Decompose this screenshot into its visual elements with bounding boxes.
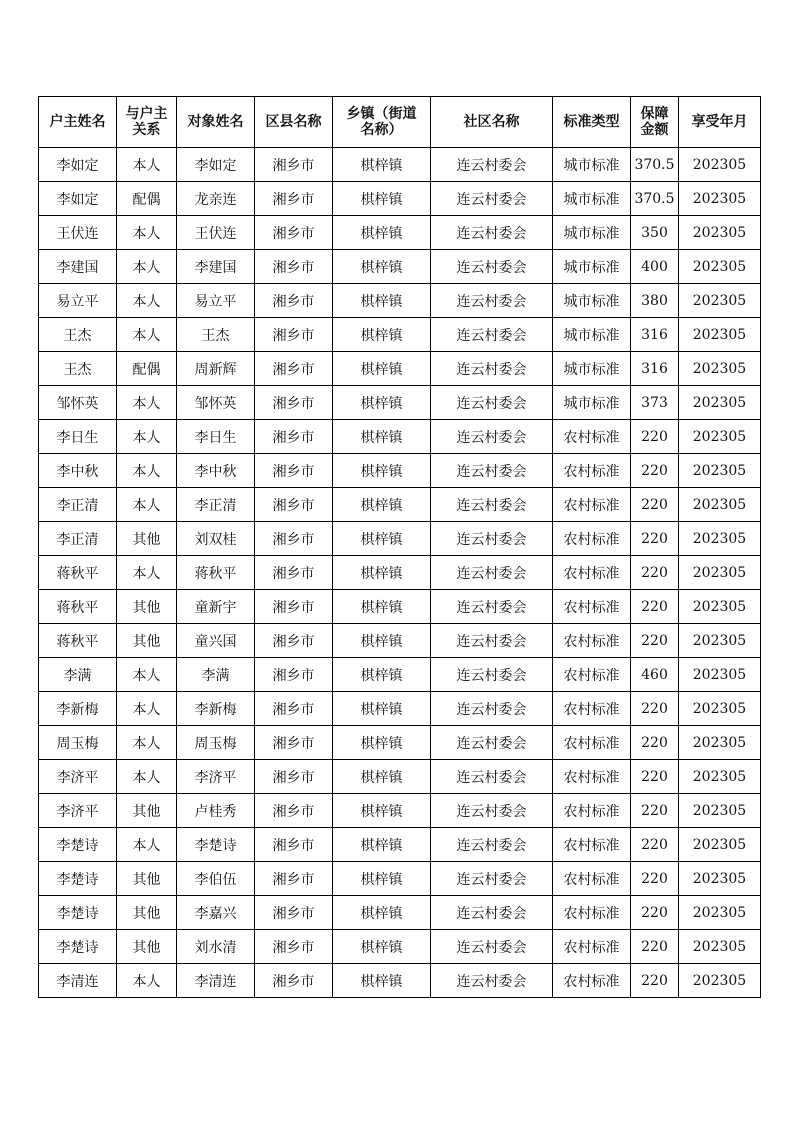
cell-standard-type: 农村标准 <box>553 964 631 998</box>
cell-benefit-month: 202305 <box>679 352 761 386</box>
cell-relation: 本人 <box>117 216 177 250</box>
cell-standard-type: 城市标准 <box>553 284 631 318</box>
cell-recipient-name: 蒋秋平 <box>177 556 255 590</box>
cell-amount: 220 <box>631 692 679 726</box>
table-row <box>39 658 761 692</box>
cell-county: 湘乡市 <box>255 182 333 216</box>
cell-township: 棋梓镇 <box>333 828 431 862</box>
table-row <box>39 488 761 522</box>
cell-township: 棋梓镇 <box>333 930 431 964</box>
cell-benefit-month: 202305 <box>679 182 761 216</box>
cell-recipient-name: 周新辉 <box>177 352 255 386</box>
cell-recipient-name: 童兴国 <box>177 624 255 658</box>
cell-county: 湘乡市 <box>255 624 333 658</box>
cell-standard-type: 城市标准 <box>553 386 631 420</box>
cell-amount: 400 <box>631 250 679 284</box>
cell-recipient-name: 李如定 <box>177 148 255 182</box>
cell-relation: 本人 <box>117 284 177 318</box>
header-recipient-name: 对象姓名 <box>177 97 255 148</box>
cell-community: 连云村委会 <box>431 250 553 284</box>
cell-township: 棋梓镇 <box>333 386 431 420</box>
cell-amount: 220 <box>631 930 679 964</box>
header-community: 社区名称 <box>431 97 553 148</box>
cell-community: 连云村委会 <box>431 182 553 216</box>
cell-household-head: 李如定 <box>39 182 117 216</box>
cell-relation: 本人 <box>117 760 177 794</box>
cell-benefit-month: 202305 <box>679 964 761 998</box>
cell-household-head: 李满 <box>39 658 117 692</box>
cell-amount: 220 <box>631 624 679 658</box>
cell-benefit-month: 202305 <box>679 896 761 930</box>
cell-standard-type: 农村标准 <box>553 658 631 692</box>
cell-relation: 本人 <box>117 148 177 182</box>
cell-county: 湘乡市 <box>255 216 333 250</box>
cell-standard-type: 农村标准 <box>553 794 631 828</box>
cell-amount: 370.5 <box>631 182 679 216</box>
cell-amount: 220 <box>631 964 679 998</box>
cell-community: 连云村委会 <box>431 760 553 794</box>
cell-recipient-name: 易立平 <box>177 284 255 318</box>
cell-relation: 本人 <box>117 318 177 352</box>
cell-county: 湘乡市 <box>255 590 333 624</box>
table-row <box>39 454 761 488</box>
cell-standard-type: 农村标准 <box>553 896 631 930</box>
cell-relation: 其他 <box>117 896 177 930</box>
table-row <box>39 420 761 454</box>
cell-amount: 220 <box>631 862 679 896</box>
header-relation: 与户主 关系 <box>117 97 177 148</box>
cell-amount: 220 <box>631 556 679 590</box>
table-row <box>39 182 761 216</box>
cell-standard-type: 农村标准 <box>553 590 631 624</box>
cell-recipient-name: 李伯伍 <box>177 862 255 896</box>
cell-township: 棋梓镇 <box>333 862 431 896</box>
table-row <box>39 624 761 658</box>
cell-county: 湘乡市 <box>255 488 333 522</box>
cell-township: 棋梓镇 <box>333 522 431 556</box>
cell-household-head: 王伏连 <box>39 216 117 250</box>
cell-community: 连云村委会 <box>431 692 553 726</box>
cell-township: 棋梓镇 <box>333 352 431 386</box>
cell-standard-type: 城市标准 <box>553 352 631 386</box>
cell-relation: 其他 <box>117 794 177 828</box>
cell-benefit-month: 202305 <box>679 658 761 692</box>
header-county: 区县名称 <box>255 97 333 148</box>
cell-household-head: 李济平 <box>39 794 117 828</box>
cell-household-head: 易立平 <box>39 284 117 318</box>
cell-county: 湘乡市 <box>255 726 333 760</box>
cell-relation: 本人 <box>117 454 177 488</box>
cell-county: 湘乡市 <box>255 556 333 590</box>
cell-community: 连云村委会 <box>431 216 553 250</box>
cell-relation: 本人 <box>117 386 177 420</box>
cell-benefit-month: 202305 <box>679 522 761 556</box>
cell-standard-type: 城市标准 <box>553 216 631 250</box>
cell-benefit-month: 202305 <box>679 624 761 658</box>
cell-township: 棋梓镇 <box>333 488 431 522</box>
cell-community: 连云村委会 <box>431 658 553 692</box>
cell-recipient-name: 李建国 <box>177 250 255 284</box>
cell-household-head: 蒋秋平 <box>39 590 117 624</box>
cell-relation: 本人 <box>117 964 177 998</box>
cell-county: 湘乡市 <box>255 250 333 284</box>
benefit-roster-table <box>38 96 761 998</box>
cell-recipient-name: 李中秋 <box>177 454 255 488</box>
cell-county: 湘乡市 <box>255 964 333 998</box>
cell-community: 连云村委会 <box>431 318 553 352</box>
table-body <box>39 148 761 998</box>
cell-amount: 370.5 <box>631 148 679 182</box>
cell-relation: 本人 <box>117 726 177 760</box>
cell-amount: 220 <box>631 590 679 624</box>
header-household-head: 户主姓名 <box>39 97 117 148</box>
cell-amount: 220 <box>631 828 679 862</box>
cell-amount: 380 <box>631 284 679 318</box>
cell-household-head: 邹怀英 <box>39 386 117 420</box>
cell-recipient-name: 李济平 <box>177 760 255 794</box>
cell-county: 湘乡市 <box>255 828 333 862</box>
cell-recipient-name: 李正清 <box>177 488 255 522</box>
cell-relation: 其他 <box>117 624 177 658</box>
table-row <box>39 726 761 760</box>
cell-county: 湘乡市 <box>255 318 333 352</box>
cell-standard-type: 农村标准 <box>553 726 631 760</box>
cell-recipient-name: 王伏连 <box>177 216 255 250</box>
cell-household-head: 李楚诗 <box>39 828 117 862</box>
cell-household-head: 周玉梅 <box>39 726 117 760</box>
cell-household-head: 王杰 <box>39 318 117 352</box>
cell-amount: 350 <box>631 216 679 250</box>
cell-household-head: 王杰 <box>39 352 117 386</box>
cell-county: 湘乡市 <box>255 930 333 964</box>
cell-community: 连云村委会 <box>431 828 553 862</box>
cell-township: 棋梓镇 <box>333 216 431 250</box>
cell-community: 连云村委会 <box>431 454 553 488</box>
cell-amount: 220 <box>631 454 679 488</box>
cell-benefit-month: 202305 <box>679 488 761 522</box>
cell-standard-type: 农村标准 <box>553 692 631 726</box>
cell-county: 湘乡市 <box>255 352 333 386</box>
table-row <box>39 556 761 590</box>
table-row <box>39 862 761 896</box>
header-row <box>39 97 761 148</box>
cell-community: 连云村委会 <box>431 794 553 828</box>
cell-household-head: 李清连 <box>39 964 117 998</box>
cell-benefit-month: 202305 <box>679 250 761 284</box>
cell-township: 棋梓镇 <box>333 556 431 590</box>
cell-relation: 配偶 <box>117 182 177 216</box>
cell-household-head: 李正清 <box>39 522 117 556</box>
cell-township: 棋梓镇 <box>333 692 431 726</box>
table-row <box>39 352 761 386</box>
cell-county: 湘乡市 <box>255 420 333 454</box>
table-row <box>39 250 761 284</box>
cell-amount: 460 <box>631 658 679 692</box>
cell-standard-type: 农村标准 <box>553 930 631 964</box>
table-row <box>39 964 761 998</box>
cell-benefit-month: 202305 <box>679 420 761 454</box>
cell-household-head: 李正清 <box>39 488 117 522</box>
cell-relation: 其他 <box>117 930 177 964</box>
cell-community: 连云村委会 <box>431 964 553 998</box>
cell-township: 棋梓镇 <box>333 590 431 624</box>
cell-relation: 本人 <box>117 488 177 522</box>
table-row <box>39 318 761 352</box>
cell-benefit-month: 202305 <box>679 794 761 828</box>
table-row <box>39 794 761 828</box>
cell-amount: 220 <box>631 726 679 760</box>
cell-recipient-name: 龙亲连 <box>177 182 255 216</box>
cell-benefit-month: 202305 <box>679 760 761 794</box>
table-row <box>39 386 761 420</box>
cell-standard-type: 城市标准 <box>553 182 631 216</box>
cell-benefit-month: 202305 <box>679 726 761 760</box>
cell-township: 棋梓镇 <box>333 454 431 488</box>
cell-township: 棋梓镇 <box>333 658 431 692</box>
cell-township: 棋梓镇 <box>333 964 431 998</box>
cell-county: 湘乡市 <box>255 284 333 318</box>
header-amount: 保障 金额 <box>631 97 679 148</box>
cell-county: 湘乡市 <box>255 148 333 182</box>
cell-standard-type: 农村标准 <box>553 760 631 794</box>
cell-recipient-name: 童新宇 <box>177 590 255 624</box>
cell-standard-type: 农村标准 <box>553 420 631 454</box>
cell-relation: 配偶 <box>117 352 177 386</box>
cell-recipient-name: 李满 <box>177 658 255 692</box>
table-row <box>39 148 761 182</box>
cell-household-head: 蒋秋平 <box>39 624 117 658</box>
cell-benefit-month: 202305 <box>679 556 761 590</box>
cell-amount: 220 <box>631 760 679 794</box>
cell-community: 连云村委会 <box>431 284 553 318</box>
cell-benefit-month: 202305 <box>679 454 761 488</box>
cell-household-head: 李楚诗 <box>39 930 117 964</box>
cell-benefit-month: 202305 <box>679 284 761 318</box>
cell-amount: 316 <box>631 318 679 352</box>
cell-recipient-name: 李嘉兴 <box>177 896 255 930</box>
cell-household-head: 李日生 <box>39 420 117 454</box>
cell-county: 湘乡市 <box>255 658 333 692</box>
cell-household-head: 蒋秋平 <box>39 556 117 590</box>
table-row <box>39 930 761 964</box>
cell-benefit-month: 202305 <box>679 590 761 624</box>
cell-amount: 316 <box>631 352 679 386</box>
cell-recipient-name: 李楚诗 <box>177 828 255 862</box>
cell-amount: 373 <box>631 386 679 420</box>
table-row <box>39 760 761 794</box>
cell-standard-type: 农村标准 <box>553 488 631 522</box>
table-header <box>39 97 761 148</box>
table-row <box>39 522 761 556</box>
cell-benefit-month: 202305 <box>679 692 761 726</box>
cell-community: 连云村委会 <box>431 930 553 964</box>
cell-amount: 220 <box>631 420 679 454</box>
cell-standard-type: 农村标准 <box>553 454 631 488</box>
cell-amount: 220 <box>631 896 679 930</box>
cell-community: 连云村委会 <box>431 352 553 386</box>
cell-township: 棋梓镇 <box>333 284 431 318</box>
cell-standard-type: 农村标准 <box>553 624 631 658</box>
cell-community: 连云村委会 <box>431 896 553 930</box>
table-row <box>39 828 761 862</box>
cell-standard-type: 城市标准 <box>553 148 631 182</box>
cell-township: 棋梓镇 <box>333 182 431 216</box>
cell-standard-type: 农村标准 <box>553 556 631 590</box>
cell-recipient-name: 王杰 <box>177 318 255 352</box>
cell-township: 棋梓镇 <box>333 726 431 760</box>
cell-county: 湘乡市 <box>255 760 333 794</box>
cell-standard-type: 城市标准 <box>553 250 631 284</box>
cell-community: 连云村委会 <box>431 556 553 590</box>
cell-relation: 本人 <box>117 556 177 590</box>
cell-recipient-name: 李清连 <box>177 964 255 998</box>
cell-community: 连云村委会 <box>431 624 553 658</box>
cell-township: 棋梓镇 <box>333 318 431 352</box>
table-row <box>39 590 761 624</box>
cell-benefit-month: 202305 <box>679 386 761 420</box>
cell-county: 湘乡市 <box>255 896 333 930</box>
cell-household-head: 李楚诗 <box>39 862 117 896</box>
cell-township: 棋梓镇 <box>333 794 431 828</box>
cell-amount: 220 <box>631 488 679 522</box>
cell-household-head: 李济平 <box>39 760 117 794</box>
cell-township: 棋梓镇 <box>333 624 431 658</box>
cell-county: 湘乡市 <box>255 386 333 420</box>
header-benefit-month: 享受年月 <box>679 97 761 148</box>
cell-household-head: 李新梅 <box>39 692 117 726</box>
cell-recipient-name: 刘水清 <box>177 930 255 964</box>
cell-benefit-month: 202305 <box>679 930 761 964</box>
cell-relation: 本人 <box>117 420 177 454</box>
cell-recipient-name: 邹怀英 <box>177 386 255 420</box>
cell-township: 棋梓镇 <box>333 760 431 794</box>
cell-standard-type: 城市标准 <box>553 318 631 352</box>
cell-relation: 本人 <box>117 250 177 284</box>
header-standard-type: 标准类型 <box>553 97 631 148</box>
cell-amount: 220 <box>631 794 679 828</box>
cell-county: 湘乡市 <box>255 862 333 896</box>
cell-county: 湘乡市 <box>255 454 333 488</box>
table-row <box>39 216 761 250</box>
cell-community: 连云村委会 <box>431 726 553 760</box>
cell-household-head: 李如定 <box>39 148 117 182</box>
cell-township: 棋梓镇 <box>333 420 431 454</box>
cell-relation: 本人 <box>117 828 177 862</box>
cell-relation: 其他 <box>117 522 177 556</box>
cell-standard-type: 农村标准 <box>553 522 631 556</box>
cell-relation: 其他 <box>117 862 177 896</box>
table-row <box>39 896 761 930</box>
cell-recipient-name: 李新梅 <box>177 692 255 726</box>
cell-amount: 220 <box>631 522 679 556</box>
cell-recipient-name: 刘双桂 <box>177 522 255 556</box>
cell-community: 连云村委会 <box>431 862 553 896</box>
cell-household-head: 李建国 <box>39 250 117 284</box>
cell-community: 连云村委会 <box>431 148 553 182</box>
cell-township: 棋梓镇 <box>333 148 431 182</box>
table-row <box>39 692 761 726</box>
cell-community: 连云村委会 <box>431 590 553 624</box>
cell-benefit-month: 202305 <box>679 828 761 862</box>
cell-recipient-name: 李日生 <box>177 420 255 454</box>
cell-benefit-month: 202305 <box>679 862 761 896</box>
cell-township: 棋梓镇 <box>333 250 431 284</box>
cell-township: 棋梓镇 <box>333 896 431 930</box>
cell-community: 连云村委会 <box>431 522 553 556</box>
cell-community: 连云村委会 <box>431 420 553 454</box>
cell-county: 湘乡市 <box>255 794 333 828</box>
cell-benefit-month: 202305 <box>679 148 761 182</box>
cell-relation: 本人 <box>117 658 177 692</box>
cell-relation: 本人 <box>117 692 177 726</box>
cell-benefit-month: 202305 <box>679 216 761 250</box>
cell-recipient-name: 周玉梅 <box>177 726 255 760</box>
cell-community: 连云村委会 <box>431 386 553 420</box>
cell-household-head: 李中秋 <box>39 454 117 488</box>
cell-standard-type: 农村标准 <box>553 862 631 896</box>
cell-recipient-name: 卢桂秀 <box>177 794 255 828</box>
cell-benefit-month: 202305 <box>679 318 761 352</box>
header-township: 乡镇（街道 名称） <box>333 97 431 148</box>
table-row <box>39 284 761 318</box>
cell-county: 湘乡市 <box>255 692 333 726</box>
cell-household-head: 李楚诗 <box>39 896 117 930</box>
cell-county: 湘乡市 <box>255 522 333 556</box>
cell-standard-type: 农村标准 <box>553 828 631 862</box>
cell-community: 连云村委会 <box>431 488 553 522</box>
cell-relation: 其他 <box>117 590 177 624</box>
